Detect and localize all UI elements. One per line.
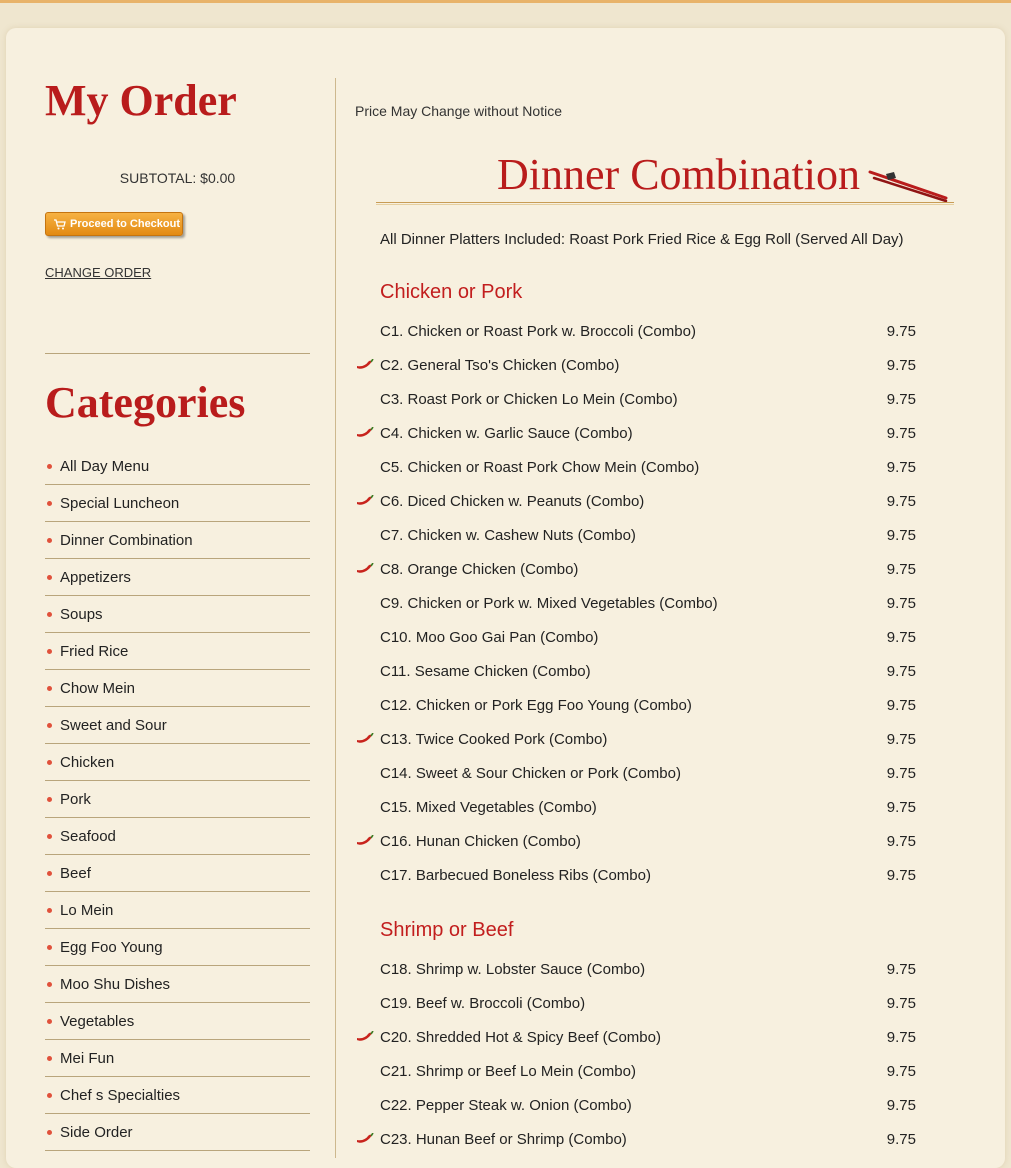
category-item[interactable] xyxy=(45,559,310,596)
bullet-dot-icon xyxy=(47,464,52,469)
section-title: Dinner Combination xyxy=(497,150,860,199)
categories-list xyxy=(45,448,310,1151)
menu-item-price: 9.75 xyxy=(886,492,916,510)
menu-item[interactable] xyxy=(356,620,916,654)
top-accent-line xyxy=(0,0,1011,3)
category-item[interactable] xyxy=(45,781,310,818)
menu-item-name: C14. Sweet & Sour Chicken or Pork (Combo) xyxy=(380,764,681,782)
subtotal-text: SUBTOTAL: $0.00 xyxy=(119,170,236,186)
title-underline xyxy=(376,202,954,203)
menu-item-price: 9.75 xyxy=(886,628,916,646)
chili-pepper-icon xyxy=(356,561,380,577)
menu-item-price: 9.75 xyxy=(886,866,916,884)
menu-item[interactable] xyxy=(356,688,916,722)
bullet-dot-icon xyxy=(47,686,52,691)
menu-item[interactable] xyxy=(356,348,916,382)
category-item[interactable] xyxy=(45,596,310,633)
bullet-dot-icon xyxy=(47,612,52,617)
category-label: Moo Shu Dishes xyxy=(60,975,171,993)
menu-item-name: C3. Roast Pork or Chicken Lo Mein (Combo) xyxy=(380,390,678,408)
menu-item[interactable] xyxy=(356,722,916,756)
group-title: Shrimp or Beef xyxy=(380,919,514,941)
menu-item-price: 9.75 xyxy=(886,322,916,340)
pepper-slot xyxy=(356,629,380,645)
menu-item[interactable] xyxy=(356,552,916,586)
bullet-dot-icon xyxy=(47,908,52,913)
category-label: Special Luncheon xyxy=(60,494,180,512)
menu-item-price: 9.75 xyxy=(886,662,916,680)
categories-title: Categories xyxy=(45,378,246,427)
menu-item-name: C2. General Tso's Chicken (Combo) xyxy=(380,356,620,374)
menu-item-price: 9.75 xyxy=(886,832,916,850)
menu-item[interactable] xyxy=(356,986,916,1020)
category-item[interactable] xyxy=(45,818,310,855)
menu-item[interactable] xyxy=(356,952,916,986)
category-item[interactable] xyxy=(45,633,310,670)
category-label: Vegetables xyxy=(60,1012,135,1030)
pepper-slot xyxy=(356,323,380,339)
chili-pepper-icon xyxy=(356,493,380,509)
bullet-dot-icon xyxy=(47,575,52,580)
category-item[interactable] xyxy=(45,1003,310,1040)
category-label: Side Order xyxy=(60,1123,133,1141)
menu-item-price: 9.75 xyxy=(886,458,916,476)
category-item[interactable] xyxy=(45,929,310,966)
pepper-slot xyxy=(356,663,380,679)
menu-item-name: C6. Diced Chicken w. Peanuts (Combo) xyxy=(380,492,645,510)
sidebar-divider xyxy=(45,353,310,354)
bullet-dot-icon xyxy=(47,538,52,543)
pepper-slot xyxy=(356,765,380,781)
column-divider xyxy=(335,78,336,1158)
menu-item[interactable] xyxy=(356,1088,916,1122)
price-notice: Price May Change without Notice xyxy=(355,103,562,119)
pepper-slot xyxy=(356,799,380,815)
category-item[interactable] xyxy=(45,1040,310,1077)
menu-item-name: C11. Sesame Chicken (Combo) xyxy=(380,662,591,680)
menu-item-price: 9.75 xyxy=(886,960,916,978)
pepper-slot xyxy=(356,1063,380,1079)
menu-item-price: 9.75 xyxy=(886,526,916,544)
category-item[interactable] xyxy=(45,448,310,485)
proceed-to-checkout-button[interactable] xyxy=(45,212,183,236)
category-item[interactable] xyxy=(45,855,310,892)
chili-pepper-icon xyxy=(356,1029,380,1045)
menu-item[interactable] xyxy=(356,1054,916,1088)
category-label: Sweet and Sour xyxy=(60,716,167,734)
menu-item-price: 9.75 xyxy=(886,1130,916,1148)
menu-item[interactable] xyxy=(356,450,916,484)
category-label: Soups xyxy=(60,605,103,623)
category-label: Beef xyxy=(60,864,91,882)
menu-item-price: 9.75 xyxy=(886,424,916,442)
group-title: Chicken or Pork xyxy=(380,281,523,303)
menu-item-price: 9.75 xyxy=(886,356,916,374)
chili-pepper-icon xyxy=(356,833,380,849)
checkout-label: Proceed to Checkout xyxy=(70,218,181,230)
menu-item-price: 9.75 xyxy=(886,390,916,408)
menu-item-name: C20. Shredded Hot & Spicy Beef (Combo) xyxy=(380,1028,661,1046)
menu-item-price: 9.75 xyxy=(886,1096,916,1114)
category-label: Egg Foo Young xyxy=(60,938,163,956)
pepper-slot xyxy=(356,527,380,543)
category-label: Mei Fun xyxy=(60,1049,115,1067)
menu-item-price: 9.75 xyxy=(886,1062,916,1080)
menu-item[interactable] xyxy=(356,1122,916,1156)
menu-item-price: 9.75 xyxy=(886,1028,916,1046)
category-label: Dinner Combination xyxy=(60,531,193,549)
menu-item-name: C8. Orange Chicken (Combo) xyxy=(380,560,579,578)
bullet-dot-icon xyxy=(47,649,52,654)
menu-item-name: C5. Chicken or Roast Pork Chow Mein (Combo) xyxy=(380,458,700,476)
bullet-dot-icon xyxy=(47,760,52,765)
category-label: Chicken xyxy=(60,753,115,771)
menu-item[interactable] xyxy=(356,518,916,552)
title-underline-light xyxy=(376,204,954,205)
menu-item-price: 9.75 xyxy=(886,798,916,816)
menu-item-name: C13. Twice Cooked Pork (Combo) xyxy=(380,730,608,748)
bullet-dot-icon xyxy=(47,871,52,876)
menu-item[interactable] xyxy=(356,858,916,892)
category-label: Appetizers xyxy=(60,568,131,586)
menu-item-price: 9.75 xyxy=(886,994,916,1012)
category-label: Pork xyxy=(60,790,91,808)
menu-item-price: 9.75 xyxy=(886,594,916,612)
menu-item-name: C7. Chicken w. Cashew Nuts (Combo) xyxy=(380,526,636,544)
category-item[interactable] xyxy=(45,1114,310,1151)
pepper-slot xyxy=(356,697,380,713)
menu-item[interactable] xyxy=(356,382,916,416)
menu-item-price: 9.75 xyxy=(886,560,916,578)
pepper-slot xyxy=(356,961,380,977)
menu-item[interactable] xyxy=(356,484,916,518)
menu-item-price: 9.75 xyxy=(886,764,916,782)
menu-item[interactable] xyxy=(356,1020,916,1054)
menu-item[interactable] xyxy=(356,416,916,450)
bullet-dot-icon xyxy=(47,1056,52,1061)
menu-item-name: C19. Beef w. Broccoli (Combo) xyxy=(380,994,586,1012)
pepper-slot xyxy=(356,459,380,475)
menu-item[interactable] xyxy=(356,654,916,688)
my-order-title: My Order xyxy=(45,76,237,125)
menu-item-name: C21. Shrimp or Beef Lo Mein (Combo) xyxy=(380,1062,636,1080)
bullet-dot-icon xyxy=(47,501,52,506)
chili-pepper-icon xyxy=(356,357,380,373)
bullet-dot-icon xyxy=(47,797,52,802)
bullet-dot-icon xyxy=(47,1019,52,1024)
menu-item-name: C15. Mixed Vegetables (Combo) xyxy=(380,798,597,816)
menu-item-price: 9.75 xyxy=(886,696,916,714)
pepper-slot xyxy=(356,995,380,1011)
chili-pepper-icon xyxy=(356,425,380,441)
menu-item-name: C22. Pepper Steak w. Onion (Combo) xyxy=(380,1096,632,1114)
category-label: All Day Menu xyxy=(60,457,150,475)
menu-item[interactable] xyxy=(356,756,916,790)
category-item[interactable] xyxy=(45,670,310,707)
category-item[interactable] xyxy=(45,966,310,1003)
change-order-link[interactable]: CHANGE ORDER xyxy=(45,265,152,280)
category-label: Lo Mein xyxy=(60,901,114,919)
menu-item-price: 9.75 xyxy=(886,730,916,748)
menu-item[interactable] xyxy=(356,790,916,824)
pepper-slot xyxy=(356,595,380,611)
menu-item-name: C1. Chicken or Roast Pork w. Broccoli (Combo) xyxy=(380,322,696,340)
pepper-slot xyxy=(356,867,380,883)
chopsticks-icon xyxy=(866,168,950,204)
menu-item[interactable] xyxy=(356,586,916,620)
bullet-dot-icon xyxy=(47,1130,52,1135)
cart-icon xyxy=(54,219,66,230)
category-item[interactable] xyxy=(45,1077,310,1114)
category-item[interactable] xyxy=(45,522,310,559)
menu-item-name: C16. Hunan Chicken (Combo) xyxy=(380,832,581,850)
menu-item[interactable] xyxy=(356,824,916,858)
menu-item-name: C23. Hunan Beef or Shrimp (Combo) xyxy=(380,1130,627,1148)
category-label: Seafood xyxy=(60,827,116,845)
bullet-dot-icon xyxy=(47,1093,52,1098)
category-label: Chow Mein xyxy=(60,679,136,697)
category-label: Fried Rice xyxy=(60,642,129,660)
sidebar xyxy=(45,76,310,1141)
bullet-dot-icon xyxy=(47,723,52,728)
bullet-dot-icon xyxy=(47,982,52,987)
category-item[interactable] xyxy=(45,744,310,781)
bullet-dot-icon xyxy=(47,834,52,839)
menu-item-name: C4. Chicken w. Garlic Sauce (Combo) xyxy=(380,424,633,442)
menu-item[interactable] xyxy=(356,314,916,348)
bullet-dot-icon xyxy=(47,945,52,950)
menu-item-name: C9. Chicken or Pork w. Mixed Vegetables (Combo) xyxy=(380,594,718,612)
menu-item-name: C10. Moo Goo Gai Pan (Combo) xyxy=(380,628,599,646)
chili-pepper-icon xyxy=(356,731,380,747)
menu-item-name: C12. Chicken or Pork Egg Foo Young (Combo) xyxy=(380,696,692,714)
category-label: Chef s Specialties xyxy=(60,1086,181,1104)
category-item[interactable] xyxy=(45,485,310,522)
platter-intro: All Dinner Platters Included: Roast Pork Fried Rice & Egg Roll (Served All Day) xyxy=(380,231,904,248)
menu-item-name: C17. Barbecued Boneless Ribs (Combo) xyxy=(380,866,651,884)
pepper-slot xyxy=(356,391,380,407)
category-item[interactable] xyxy=(45,892,310,929)
menu-item-name: C18. Shrimp w. Lobster Sauce (Combo) xyxy=(380,960,646,978)
category-item[interactable] xyxy=(45,707,310,744)
pepper-slot xyxy=(356,1097,380,1113)
